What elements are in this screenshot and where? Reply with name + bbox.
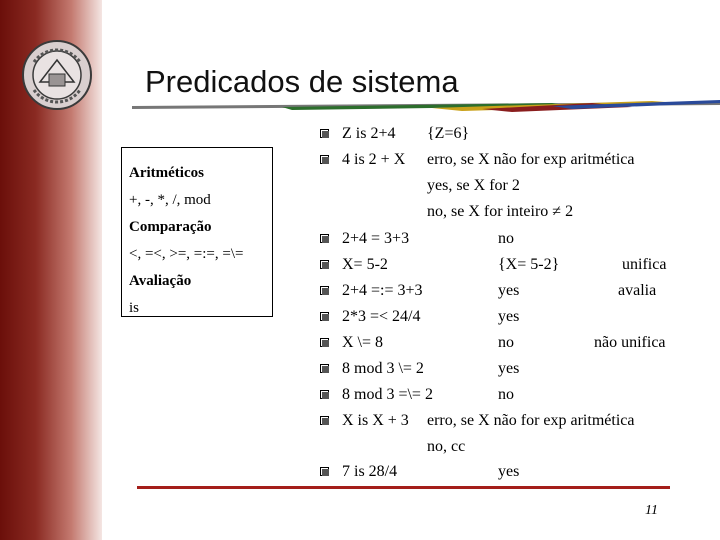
example-expression: 4 is 2 + X [342,151,406,168]
avaliacao-label: Avaliação [129,273,192,289]
bullet-icon [320,155,329,164]
comparacao-operators: <, =<, >=, =:=, =\= [129,246,244,262]
example-result: yes, se X for 2 [427,177,520,194]
example-expression: 2+4 =:= 3+3 [342,282,423,299]
bullet-icon [320,129,329,138]
example-result: yes [498,282,520,299]
example-result: no [498,386,514,403]
bullet-icon [320,364,329,373]
example-result: yes [498,308,520,325]
example-result: {Z=6} [427,125,470,142]
example-note: unifica [622,256,667,273]
bullet-icon [320,416,329,425]
example-expression: Z is 2+4 [342,125,396,142]
predicate-categories-box [121,147,273,317]
example-result: no, cc [427,438,466,455]
example-expression: X= 5-2 [342,256,388,273]
example-expression: X is X + 3 [342,412,409,429]
example-result: no [498,230,514,247]
example-expression: 8 mod 3 =\= 2 [342,386,433,403]
footer-rule [137,486,670,489]
bullet-icon [320,390,329,399]
example-result: yes [498,463,520,480]
university-seal-logo [20,38,94,112]
aritmeticos-label: Aritméticos [129,165,204,181]
example-result: no, se X for inteiro ≠ 2 [427,203,574,220]
title-underline-decoration [132,100,720,114]
example-result: {X= 5-2} [498,256,560,273]
example-expression: 8 mod 3 \= 2 [342,360,424,377]
example-note: avalia [618,282,657,299]
example-expression: 7 is 28/4 [342,463,398,480]
bullet-icon [320,467,329,476]
example-expression: 2+4 = 3+3 [342,230,410,247]
example-expression: 2*3 =< 24/4 [342,308,421,325]
aritmeticos-operators: +, -, *, /, mod [129,192,211,208]
bullet-icon [320,234,329,243]
example-note: não unifica [594,334,666,351]
example-expression: X \= 8 [342,334,384,351]
bullet-icon [320,260,329,269]
avaliacao-operators: is [129,300,140,316]
example-result: no [498,334,514,351]
example-result: erro, se X não for exp aritmética [427,412,635,429]
bullet-icon [320,286,329,295]
example-result: erro, se X não for exp aritmética [427,151,635,168]
page-number: 11 [645,503,658,518]
bullet-icon [320,312,329,321]
slide-title: Predicados de sistema [145,64,459,99]
example-result: yes [498,360,520,377]
bullet-icon [320,338,329,347]
comparacao-label: Comparação [129,219,212,235]
